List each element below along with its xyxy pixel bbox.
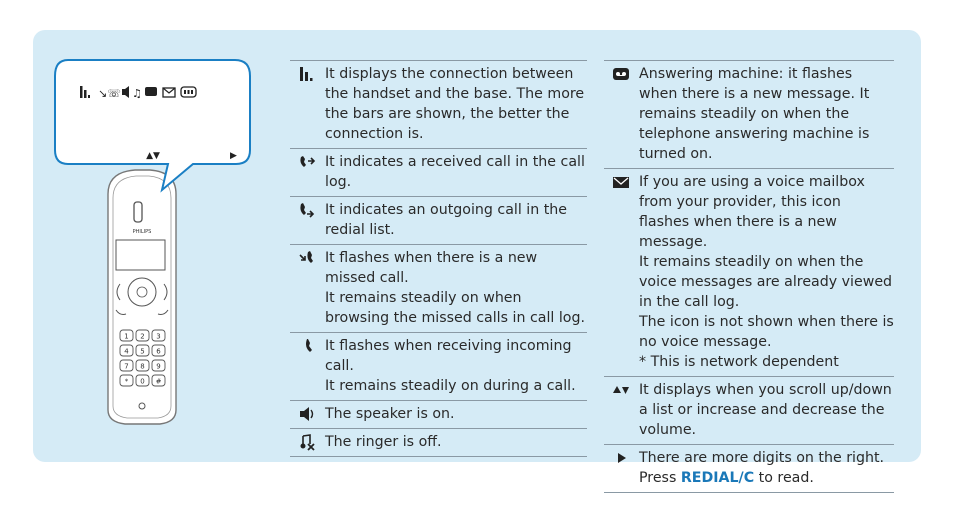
voice-mail-icon — [612, 173, 630, 191]
keypad-key-label: 0 — [140, 377, 145, 386]
legend-line: It remains steadily on when the voice messages are already viewed in the call log. — [639, 254, 893, 310]
keypad-key-label: 4 — [124, 347, 129, 356]
legend-row — [290, 60, 587, 148]
legend-line: It remains steadily on when browsing the missed calls in call log. — [325, 290, 585, 326]
right-arrow-icon — [612, 449, 630, 467]
incoming-call-icon — [298, 337, 316, 355]
screen-nav-arrows: ▲▼ — [146, 151, 160, 161]
legend-text — [325, 404, 587, 424]
legend-row — [290, 428, 587, 457]
legend-text — [325, 432, 587, 452]
keypad-key-label: 7 — [124, 362, 129, 371]
keypad-key-label: * — [124, 377, 129, 386]
scroll-arrows-icon — [612, 381, 630, 399]
keypad-key-label: 9 — [156, 362, 161, 371]
svg-text:♫: ♫ — [132, 87, 142, 100]
legend-text — [639, 448, 894, 488]
legend-line: It displays the connection between the handset and the base. The more the bars are shown, the better the connection is. — [325, 66, 585, 142]
icon-legend-left — [290, 60, 587, 457]
speaker-icon — [298, 405, 316, 423]
legend-row — [604, 168, 894, 376]
legend-row — [290, 332, 587, 400]
keypad-key-label: 6 — [156, 347, 161, 356]
legend-row — [290, 148, 587, 196]
legend-line: The speaker is on. — [325, 406, 455, 422]
legend-text — [325, 336, 587, 396]
legend-line: * This is network dependent — [639, 354, 839, 370]
legend-text — [325, 200, 587, 240]
keypad-key-label: 5 — [140, 347, 145, 356]
phone-illustration — [50, 52, 270, 432]
legend-line: The icon is not shown when there is no voice message. — [639, 314, 894, 350]
icon-legend-right — [604, 60, 894, 493]
brand-logo: PHILIPS — [132, 229, 152, 235]
legend-text — [639, 380, 894, 440]
signal-bars-icon — [298, 65, 316, 83]
legend-line: It indicates an outgoing call in the redial list. — [325, 202, 568, 238]
legend-row — [290, 244, 587, 332]
keypad-key-label: 1 — [124, 332, 129, 341]
screen-missed-call-icon: ↘☏ — [98, 87, 121, 100]
keypad-key-label: 2 — [140, 332, 145, 341]
screen-right-arrow: ▶ — [230, 151, 237, 161]
legend-line: It flashes when there is a new missed call. — [325, 250, 538, 286]
legend-line: It remains steadily on during a call. — [325, 378, 576, 394]
keypad-key-label: 8 — [140, 362, 145, 371]
legend-row — [604, 444, 894, 493]
legend-row — [604, 60, 894, 168]
keypad-key-label: 3 — [156, 332, 161, 341]
legend-line: There are more digits on the right. Press REDIAL/C to read. — [639, 450, 885, 486]
legend-text — [325, 152, 587, 192]
outgoing-call-icon — [298, 201, 316, 219]
legend-line: It indicates a received call in the call log. — [325, 154, 585, 190]
legend-line: If you are using a voice mailbox from your provider, this icon flashes when there is a new message. — [639, 174, 865, 250]
legend-row — [290, 196, 587, 244]
keypad-key-label: # — [155, 377, 162, 386]
legend-line: The ringer is off. — [325, 434, 442, 450]
legend-text — [639, 172, 894, 372]
answering-machine-icon — [612, 65, 630, 83]
legend-row — [604, 376, 894, 444]
legend-text — [325, 248, 587, 328]
legend-row — [290, 400, 587, 428]
received-call-icon — [298, 153, 316, 171]
legend-line: It flashes when receiving incoming call. — [325, 338, 572, 374]
redial-key-label: REDIAL/C — [680, 470, 755, 486]
missed-call-icon — [298, 249, 316, 267]
legend-line: It displays when you scroll up/down a list or increase and decrease the volume. — [639, 382, 892, 438]
ringer-off-icon — [298, 433, 316, 451]
legend-line: Answering machine: it flashes when there is a new message. It remains steadily on when the telephone answering machine is turned on. — [639, 66, 870, 162]
legend-text — [325, 64, 587, 144]
legend-text — [639, 64, 894, 164]
